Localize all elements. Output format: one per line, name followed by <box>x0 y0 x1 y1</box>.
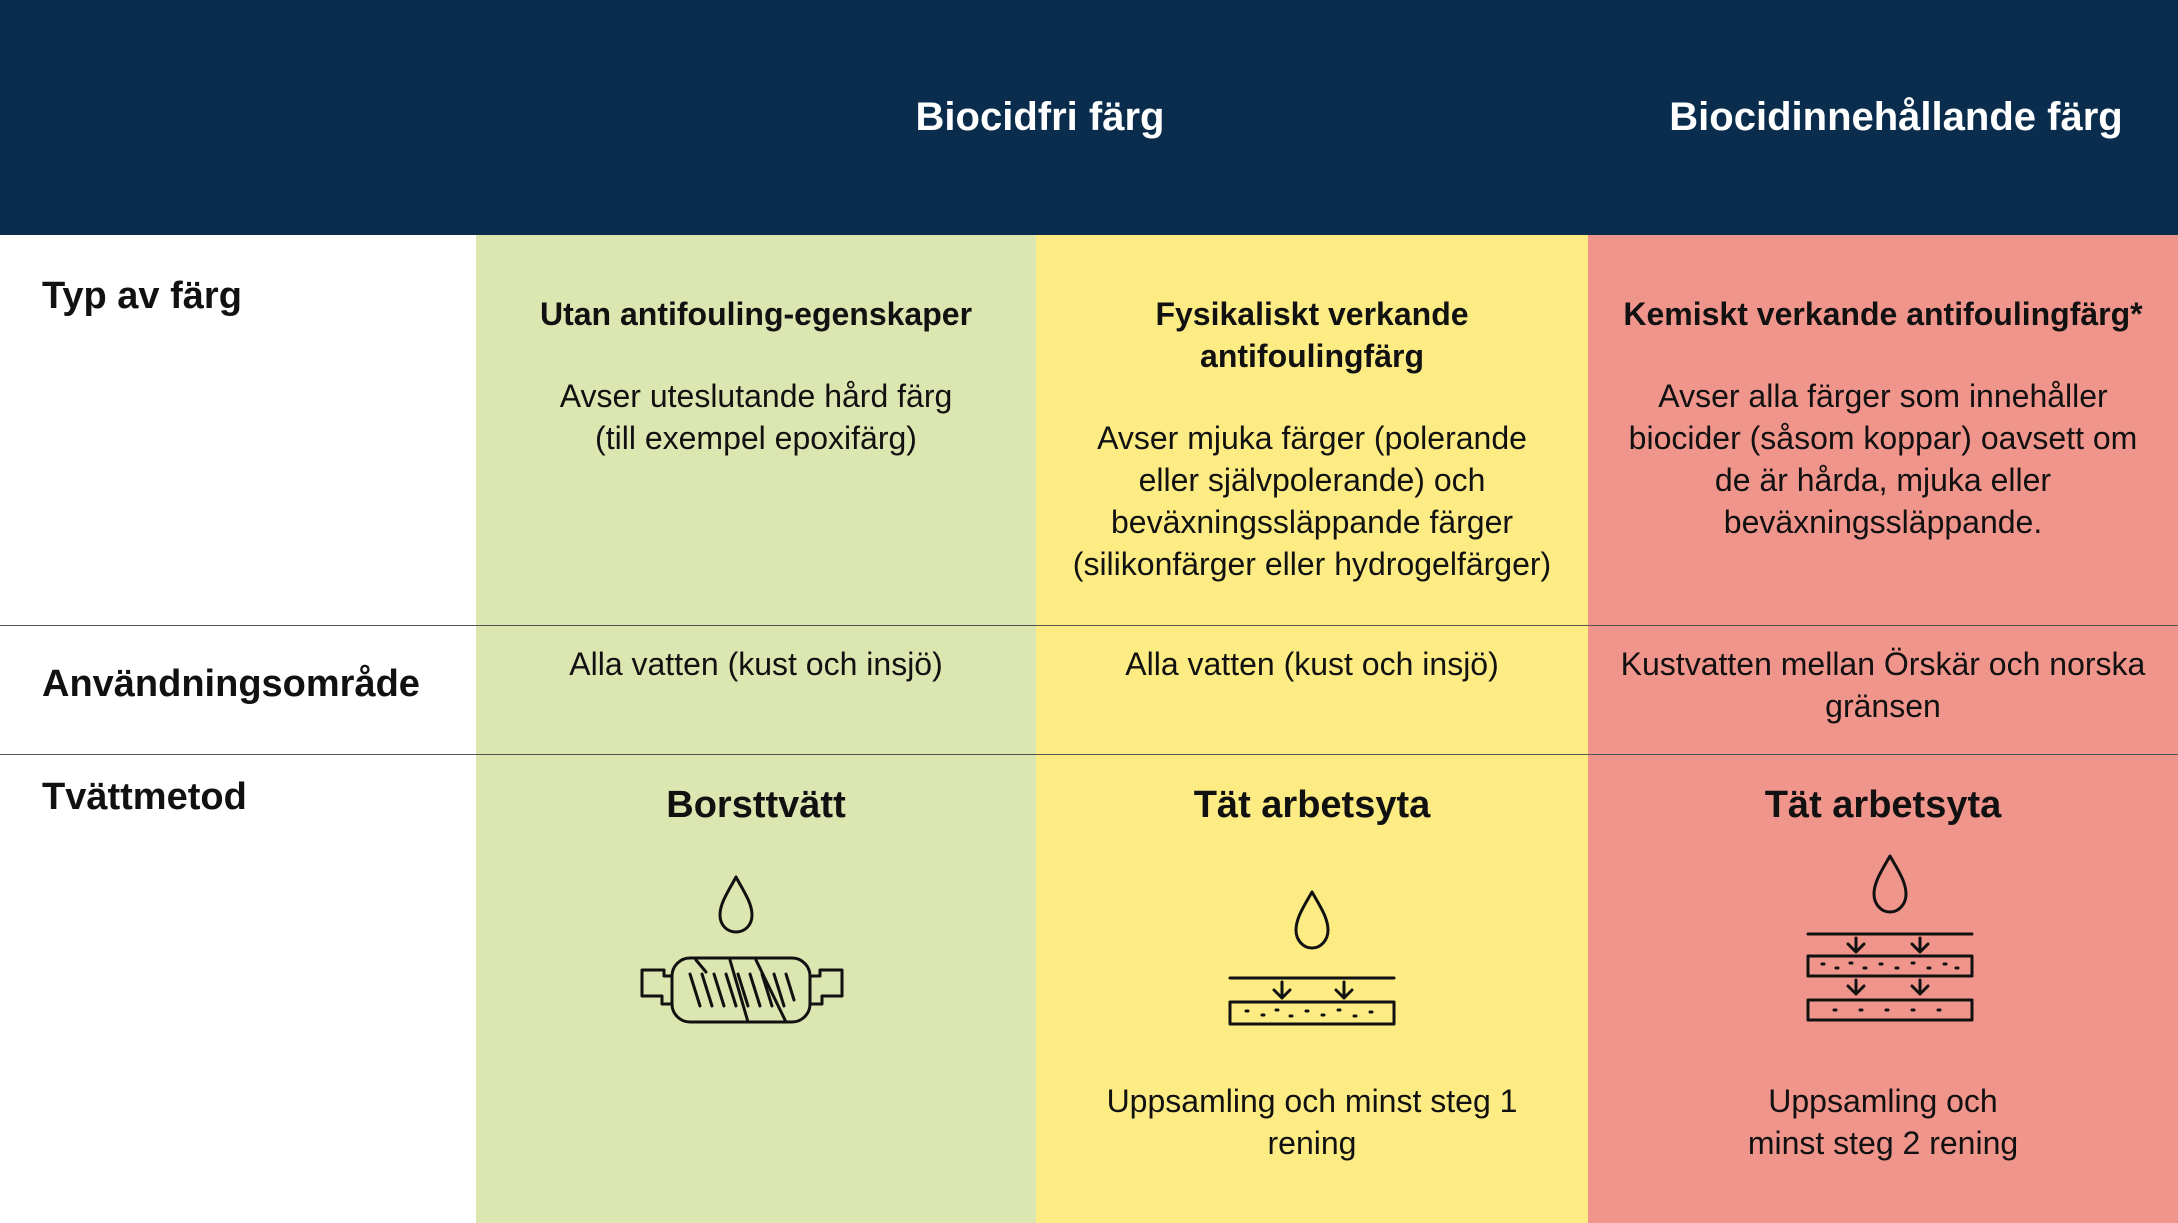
type-desc-line: biocider (såsom koppar) oavsett om <box>1628 420 2138 456</box>
area-text: gränsen <box>1825 688 1941 724</box>
table-header <box>0 0 2178 235</box>
row-label-method: Tvättmetod <box>42 776 247 818</box>
brush-roller-water-drop-icon <box>636 872 886 1032</box>
method-note-physical <box>1036 1080 1588 1164</box>
type-desc-line: beväxningssläppande färger <box>1110 504 1514 540</box>
row-divider <box>0 754 2178 755</box>
row-label-type: Typ av färg <box>42 275 242 317</box>
area-text: Alla vatten (kust och insjö) <box>569 646 943 682</box>
type-desc-line: Avser alla färger som innehåller <box>1658 378 2108 414</box>
method-title: Tät arbetsyta <box>1193 784 1431 826</box>
method-note-line: rening <box>1267 1125 1357 1161</box>
cell-area-physical <box>1036 643 1588 685</box>
method-note-line: minst steg 2 rening <box>1747 1125 2019 1161</box>
type-desc-line: eller självpolerande) och <box>1138 462 1486 498</box>
cell-type-biocide-free <box>476 293 1036 459</box>
type-title: Kemiskt verkande antifoulingfärg* <box>1623 296 2143 332</box>
type-desc-line: Avser mjuka färger (polerande <box>1097 420 1527 456</box>
type-title: Utan antifouling-egenskaper <box>539 296 973 332</box>
method-title: Borsttvätt <box>666 784 846 826</box>
area-text: Kustvatten mellan Örskär och norska <box>1620 646 2146 682</box>
method-note-line: Uppsamling och minst steg 1 <box>1106 1083 1518 1119</box>
header-biocide-containing: Biocidinnehållande färg <box>1669 95 2123 139</box>
type-desc-line: (silikonfärger eller hydrogelfärger) <box>1072 546 1552 582</box>
type-desc-line: (till exempel epoxifärg) <box>595 420 917 456</box>
cell-area-biocide-free <box>476 643 1036 685</box>
type-desc-line: de är hårda, mjuka eller <box>1714 462 2052 498</box>
type-desc-line: beväxningssläppande. <box>1723 504 2043 540</box>
cell-area-chemical <box>1588 643 2178 727</box>
row-label-area: Användningsområde <box>42 663 420 705</box>
type-title: Fysikaliskt verkande <box>1155 296 1469 332</box>
area-text: Alla vatten (kust och insjö) <box>1125 646 1499 682</box>
method-note-chemical <box>1588 1080 2178 1164</box>
header-biocide-free: Biocidfri färg <box>915 95 1165 139</box>
type-desc-line: Avser uteslutande hård färg <box>559 378 953 414</box>
cell-type-physical <box>1036 293 1588 585</box>
row-divider <box>0 625 2178 626</box>
type-title: antifoulingfärg <box>1200 338 1424 374</box>
method-note-line: Uppsamling och <box>1768 1083 1998 1119</box>
sealed-surface-two-layers-icon <box>1804 852 1976 1032</box>
sealed-surface-one-layer-icon <box>1226 888 1398 1028</box>
cell-type-chemical <box>1588 293 2178 543</box>
method-title: Tät arbetsyta <box>1764 784 2002 826</box>
